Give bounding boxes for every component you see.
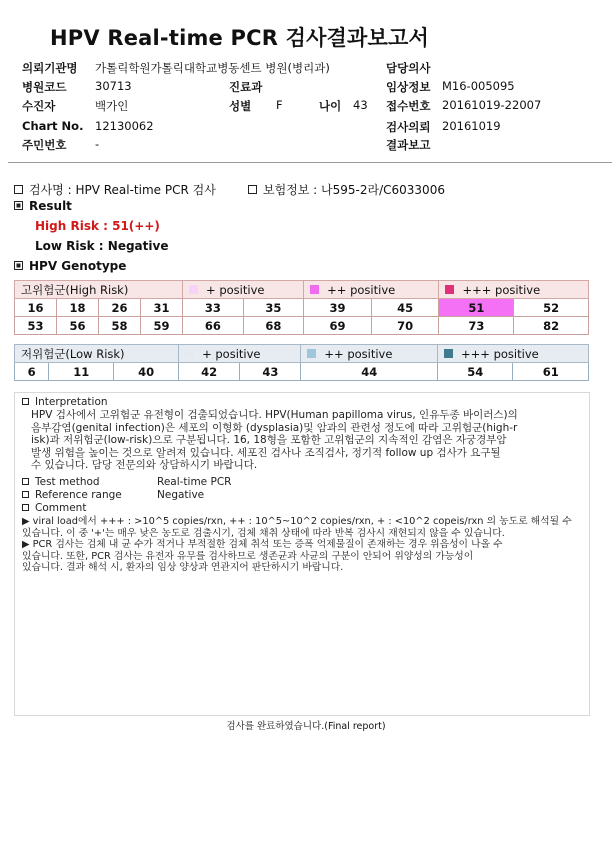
genotype-cell: 73 bbox=[439, 317, 514, 335]
sex-value: F bbox=[276, 98, 283, 112]
collector-value: 백가인 bbox=[95, 99, 129, 113]
genotype-cell: 16 bbox=[15, 299, 57, 317]
genotype-cell: 31 bbox=[141, 299, 183, 317]
collector-label: 수진자 bbox=[22, 99, 56, 113]
checkbox-icon bbox=[22, 398, 29, 405]
doctor-label: 담당의사 bbox=[386, 61, 431, 75]
chart-no-label: Chart No. bbox=[22, 119, 84, 133]
legend-plus2: ++ positive bbox=[304, 281, 439, 299]
clinical-info-label: 임상정보 bbox=[386, 80, 431, 94]
genotype-cell: 39 bbox=[304, 299, 372, 317]
resident-no-value: - bbox=[95, 137, 100, 151]
insurance-info: 보험정보 : 나595-2라/C6033006 bbox=[263, 183, 445, 197]
hospital-code-label: 병원코드 bbox=[22, 80, 67, 94]
report-title: HPV Real-time PCR 검사결과보고서 bbox=[50, 26, 429, 50]
legend-swatch bbox=[444, 349, 453, 358]
test-name: 검사명 : HPV Real-time PCR 검사 bbox=[29, 183, 216, 197]
low-risk-label: 저위험군(Low Risk) bbox=[15, 345, 179, 363]
legend-swatch bbox=[189, 285, 198, 294]
legend-swatch bbox=[185, 349, 194, 358]
method-value: Real-time PCR bbox=[157, 476, 232, 488]
legend-swatch bbox=[310, 285, 319, 294]
comment-text bbox=[22, 516, 572, 574]
high-risk-result: High Risk : 51(++) bbox=[35, 219, 160, 233]
text-line: 음부감염(genital infection)은 세포의 이형화 (dysplasia)및 암과의 관련성 정도에 따라 고위험군(high-r bbox=[31, 421, 518, 434]
genotype-cell: 11 bbox=[49, 363, 114, 381]
checkbox-icon bbox=[22, 504, 29, 511]
legend-plus: + positive bbox=[179, 345, 301, 363]
genotype-cell: 42 bbox=[179, 363, 240, 381]
genotype-cell: 69 bbox=[304, 317, 372, 335]
request-date-value: 20161019 bbox=[442, 119, 501, 133]
section-bullet-icon bbox=[14, 261, 23, 270]
text-line: 발생 위험을 높이는 것으로 알려져 있습니다. 세포진 검사나 조직검사, 정기적 follow up 검사가 요구될 bbox=[31, 446, 501, 459]
genotype-cell: 40 bbox=[114, 363, 179, 381]
age-label: 나이 bbox=[319, 99, 342, 113]
final-report-footer: 검사를 완료하였습니다.(Final report) bbox=[226, 721, 386, 732]
department-label: 진료과 bbox=[229, 80, 263, 94]
legend-plus3: +++ positive bbox=[438, 345, 589, 363]
genotype-cell: 82 bbox=[514, 317, 589, 335]
genotype-cell: 26 bbox=[99, 299, 141, 317]
hospital-code-value: 30713 bbox=[95, 79, 132, 93]
genotype-cell: 68 bbox=[243, 317, 304, 335]
chart-no-value: 12130062 bbox=[95, 119, 154, 133]
genotype-cell: 58 bbox=[99, 317, 141, 335]
reference-line: Reference range bbox=[22, 489, 122, 502]
checkbox-icon bbox=[14, 185, 23, 194]
legend-swatch bbox=[307, 349, 316, 358]
checkbox-icon bbox=[22, 491, 29, 498]
genotype-cell: 51 bbox=[439, 299, 514, 317]
genotype-cell: 56 bbox=[57, 317, 99, 335]
genotype-cell: 59 bbox=[141, 317, 183, 335]
genotype-heading: HPV Genotype bbox=[14, 259, 126, 273]
genotype-cell: 54 bbox=[438, 363, 513, 381]
interpretation-heading: Interpretation bbox=[22, 396, 108, 409]
text-line: isk)과 저위험군(low-risk)으로 구분됩니다. 16, 18형을 포함한 고위험군의 지속적인 감염은 자궁경부암 bbox=[31, 434, 507, 446]
resident-no-label: 주민번호 bbox=[22, 138, 67, 152]
high-risk-label: 고위험군(High Risk) bbox=[15, 281, 183, 299]
genotype-cell: 70 bbox=[371, 317, 439, 335]
result-heading: Result bbox=[14, 199, 72, 213]
low-risk-result: Low Risk : Negative bbox=[35, 239, 169, 253]
test-name-line bbox=[14, 181, 216, 198]
text-line: 수 있습니다. 담당 전문의와 상담하시기 바랍니다. bbox=[31, 459, 258, 471]
text-line: ▶ viral load에서 +++ : >10^5 copies/rxn, ++ : 10^5~10^2 copies/rxn, + : <10^2 copeis/rxn 의 농도로 해석될 수 bbox=[22, 516, 572, 527]
genotype-cell: 33 bbox=[183, 299, 244, 317]
legend-plus: + positive bbox=[183, 281, 304, 299]
genotype-cell: 44 bbox=[301, 363, 438, 381]
text-line: HPV 검사에서 고위험군 유전형이 검출되었습니다. HPV(Human papilloma virus, 인유두종 바이러스)의 bbox=[31, 409, 518, 421]
section-bullet-icon bbox=[14, 201, 23, 210]
legend-plus3: +++ positive bbox=[439, 281, 589, 299]
checkbox-icon bbox=[22, 478, 29, 485]
genotype-cell: 6 bbox=[15, 363, 49, 381]
result-report-label: 결과보고 bbox=[386, 138, 431, 152]
genotype-cell: 18 bbox=[57, 299, 99, 317]
header-divider bbox=[8, 162, 612, 163]
receipt-no-label: 접수번호 bbox=[386, 99, 431, 113]
checkbox-icon bbox=[248, 185, 257, 194]
reference-value: Negative bbox=[157, 489, 205, 501]
sex-label: 성별 bbox=[229, 99, 252, 113]
legend-swatch bbox=[445, 285, 454, 294]
insurance-line bbox=[248, 181, 445, 198]
genotype-cell: 61 bbox=[513, 363, 589, 381]
institution-value: 가톨릭학원가톨릭대학교병동센트 병원(병리과) bbox=[95, 61, 330, 75]
request-date-label: 검사의뢰 bbox=[386, 120, 431, 134]
method-line: Test method bbox=[22, 476, 100, 489]
genotype-cell: 53 bbox=[15, 317, 57, 335]
comment-heading: Comment bbox=[22, 502, 86, 515]
text-line: 있습니다. 이 중 '+'는 매우 낮은 농도로 검출시기, 검체 채취 상태에 따라 반복 검사시 재현되지 않을 수 있습니다. bbox=[22, 527, 505, 539]
low-risk-table bbox=[14, 344, 589, 381]
genotype-cell: 35 bbox=[243, 299, 304, 317]
genotype-cell: 45 bbox=[371, 299, 439, 317]
text-line: 있습니다. 결과 해석 시, 환자의 임상 양상과 연관지어 판단하시기 바랍니다. bbox=[22, 562, 344, 573]
legend-plus2: ++ positive bbox=[301, 345, 438, 363]
text-line: ▶ PCR 검사는 검체 내 균 수가 적거나 부적절한 검체 취석 또는 증폭 억제물질이 존재하는 경우 위음성이 나올 수 bbox=[22, 539, 503, 550]
genotype-cell: 43 bbox=[240, 363, 301, 381]
genotype-cell: 66 bbox=[183, 317, 244, 335]
age-value: 43 bbox=[353, 98, 368, 112]
genotype-cell: 52 bbox=[514, 299, 589, 317]
receipt-no-value: 20161019-22007 bbox=[442, 98, 542, 112]
institution-label: 의뢰기관명 bbox=[22, 61, 78, 75]
high-risk-table bbox=[14, 280, 589, 335]
clinical-info-value: M16-005095 bbox=[442, 79, 515, 93]
interpretation-text bbox=[31, 409, 518, 472]
text-line: 있습니다. 또한, PCR 검사는 유전자 유무를 검사하므로 생존균과 사균의 구분이 안되어 위양성의 가능성이 bbox=[22, 550, 474, 562]
